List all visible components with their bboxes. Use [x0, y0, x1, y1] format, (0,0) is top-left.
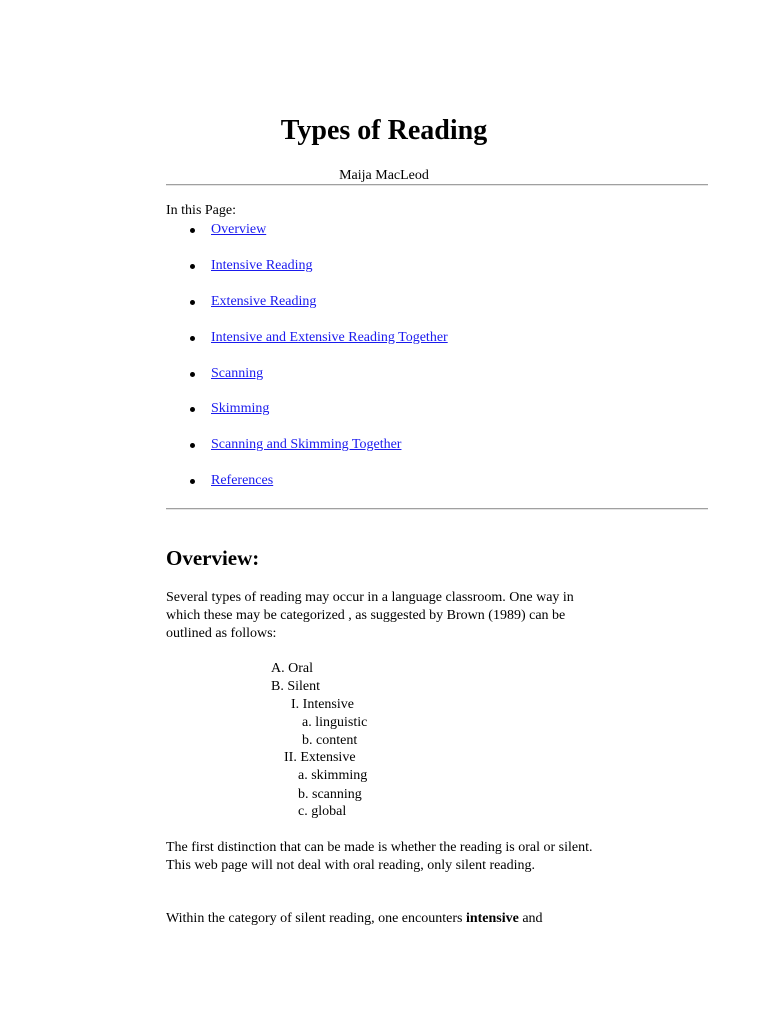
overview-heading: Overview: [166, 546, 260, 570]
outline-item: a. linguistic [302, 715, 368, 730]
outline-item: II. Extensive [284, 750, 356, 765]
outline-item: b. content [302, 733, 358, 748]
outline-item: I. Intensive [291, 697, 354, 712]
toc-link-references[interactable]: References [211, 473, 274, 489]
toc-link-intensive-reading[interactable]: Intensive Reading [211, 257, 313, 273]
bullet-icon [190, 228, 195, 233]
toc-label: In this Page: [166, 203, 236, 218]
bullet-icon [190, 479, 195, 484]
bullet-icon [190, 407, 195, 412]
toc-link-intensive-extensive-together[interactable]: Intensive and Extensive Reading Together [211, 329, 448, 345]
bullet-icon [190, 264, 195, 269]
overview-intro-paragraph: Several types of reading may occur in a language classroom. One way in which these may be categorized , as suggested by Brown (1989) can be outlined as follows: [166, 590, 574, 641]
top-divider [166, 184, 708, 186]
toc-link-skimming[interactable]: Skimming [211, 401, 270, 417]
bullet-icon [190, 300, 195, 305]
toc-link-overview[interactable]: Overview [211, 222, 267, 237]
silent-reading-tail: and [518, 911, 543, 926]
intensive-term: intensive [465, 911, 519, 926]
toc-link-scanning[interactable]: Scanning [211, 365, 264, 381]
bullet-icon [190, 372, 195, 377]
toc-link-extensive-reading[interactable]: Extensive Reading [211, 293, 317, 309]
silent-reading-paragraph [166, 910, 606, 928]
outline-item: A. Oral [271, 661, 313, 676]
outline-item: B. Silent [271, 679, 321, 694]
outline-item: c. global [298, 804, 347, 819]
bullet-icon [190, 336, 195, 341]
toc-link-scanning-skimming-together[interactable]: Scanning and Skimming Together [211, 437, 402, 453]
bullet-icon [190, 443, 195, 448]
bottom-divider [166, 508, 708, 510]
author-name: Maija MacLeod [339, 168, 429, 183]
outline-item: b. scanning [298, 787, 362, 802]
page-title: Types of Reading [280, 115, 488, 146]
silent-reading-lead: Within the category of silent reading, one encounters [166, 911, 466, 926]
distinction-paragraph: The first distinction that can be made is whether the reading is oral or silent. This web page will not deal with oral reading, only silent reading. [166, 840, 593, 873]
outline-item: a. skimming [298, 768, 368, 783]
